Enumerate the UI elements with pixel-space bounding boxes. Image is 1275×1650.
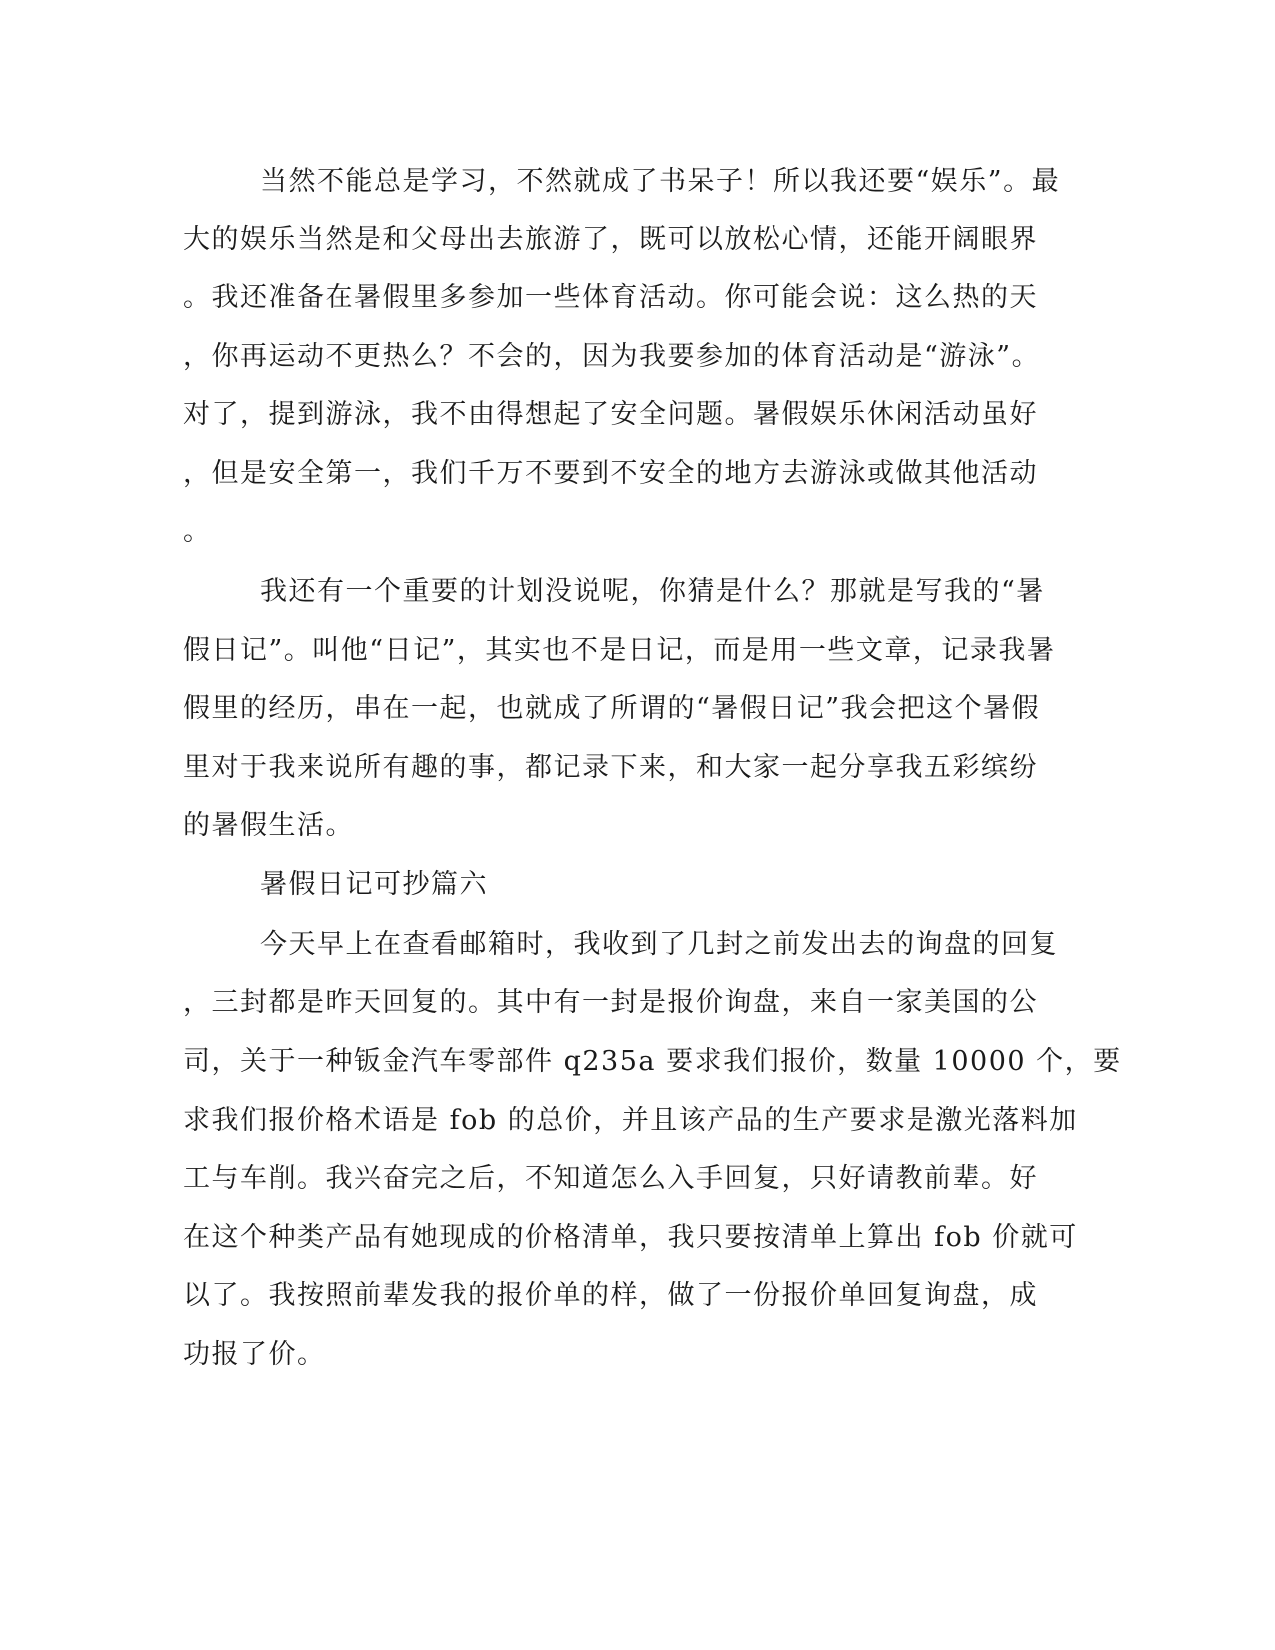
paragraph-line: 的暑假生活。 <box>183 810 354 841</box>
section-heading: 暑假日记可抄篇六 <box>260 869 488 900</box>
paragraph-line: 里对于我来说所有趣的事，都记录下来，和大家一起分享我五彩缤纷 <box>183 752 1038 783</box>
paragraph-line: 求我们报价格术语是 fob 的总价，并且该产品的生产要求是激光落料加 <box>183 1105 1078 1136</box>
paragraph-line: 今天早上在查看邮箱时，我收到了几封之前发出去的询盘的回复 <box>260 929 1058 960</box>
paragraph-line: 工与车削。我兴奋完之后，不知道怎么入手回复，只好请教前辈。好 <box>183 1163 1038 1194</box>
paragraph-line: 对了，提到游泳，我不由得想起了安全问题。暑假娱乐休闲活动虽好 <box>183 399 1038 430</box>
paragraph-line: 。 <box>183 516 212 547</box>
paragraph-line: 假里的经历，串在一起，也就成了所谓的“暑假日记”我会把这个暑假 <box>183 693 1041 724</box>
paragraph-line: ，三封都是昨天回复的。其中有一封是报价询盘，来自一家美国的公 <box>183 987 1038 1018</box>
paragraph-line: 。我还准备在暑假里多参加一些体育活动。你可能会说：这么热的天 <box>183 282 1038 313</box>
paragraph-line: 司，关于一种钣金汽车零部件 q235a 要求我们报价，数量 10000 个，要 <box>183 1046 1122 1077</box>
paragraph-line: 以了。我按照前辈发我的报价单的样，做了一份报价单回复询盘，成 <box>183 1280 1038 1311</box>
paragraph-line: 大的娱乐当然是和父母出去旅游了，既可以放松心情，还能开阔眼界 <box>183 224 1038 255</box>
paragraph-line: 当然不能总是学习，不然就成了书呆子！所以我还要“娱乐”。最 <box>260 166 1061 197</box>
paragraph-line: 假日记”。叫他“日记”，其实也不是日记，而是用一些文章，记录我暑 <box>183 635 1056 666</box>
paragraph-line: ，但是安全第一，我们千万不要到不安全的地方去游泳或做其他活动 <box>183 458 1038 489</box>
paragraph-line: 我还有一个重要的计划没说呢，你猜是什么？那就是写我的“暑 <box>260 576 1045 607</box>
paragraph-line: ，你再运动不更热么？不会的，因为我要参加的体育活动是“游泳”。 <box>183 341 1041 372</box>
paragraph-line: 在这个种类产品有她现成的价格清单，我只要按清单上算出 fob 价就可 <box>183 1222 1078 1253</box>
paragraph-line: 功报了价。 <box>183 1339 326 1370</box>
